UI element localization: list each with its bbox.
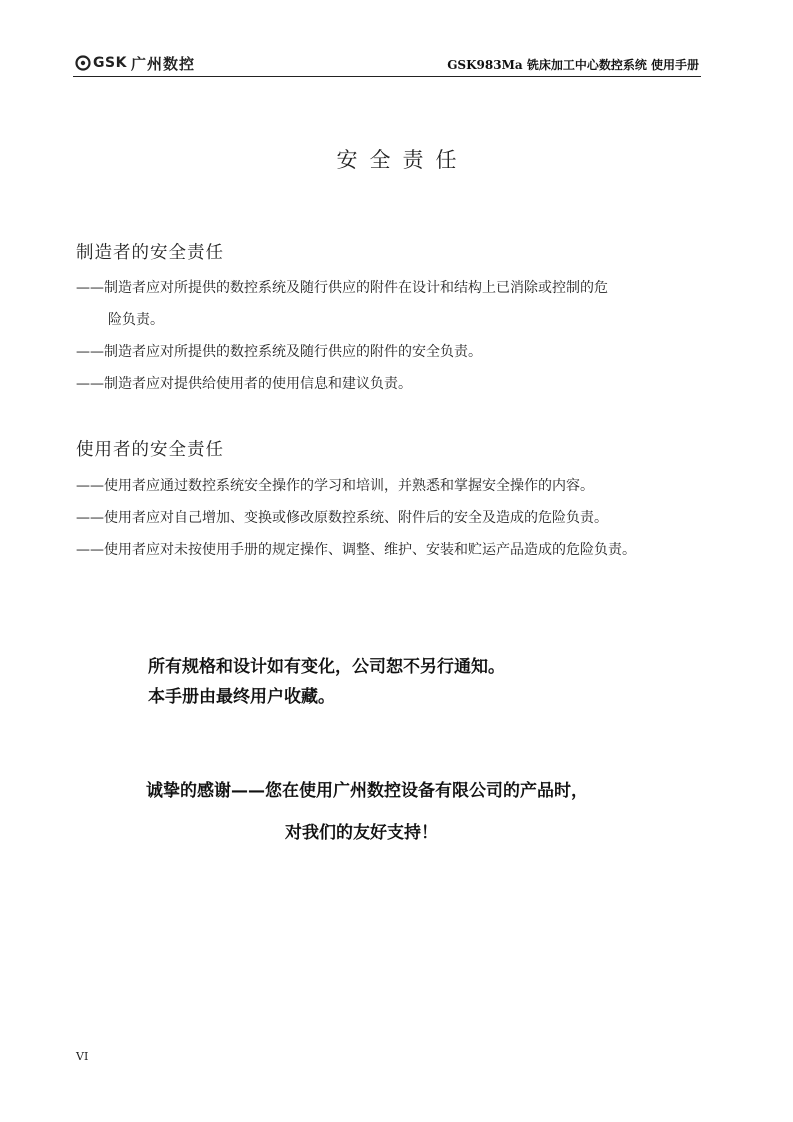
manufacturer-line-3: ——制造者应对提供给使用者的使用信息和建议负责。 (76, 376, 412, 392)
logo-text: GSK (93, 55, 127, 71)
thanks-line-2: 对我们的友好支持！ (285, 823, 438, 843)
logo-cn-text: 广州数控 (130, 54, 195, 73)
manufacturer-line-1-cont: 险负责。 (108, 312, 164, 328)
user-line-1: ——使用者应通过数控系统安全操作的学习和培训，并熟悉和掌握安全操作的内容。 (76, 478, 594, 494)
user-line-3: ——使用者应对未按使用手册的规定操作、调整、维护、安装和贮运产品造成的危险负责。 (76, 542, 636, 558)
user-heading: 使用者的安全责任 (76, 440, 224, 460)
user-line-2: ——使用者应对自己增加、变换或修改原数控系统、附件后的安全及造成的危险负责。 (76, 510, 608, 526)
manual-title: GSK983Ma 铣床加工中心数控系统 使用手册 (447, 58, 699, 72)
thanks-line-1: 诚挚的感谢——您在使用广州数控设备有限公司的产品时， (146, 781, 588, 801)
notice-keep-manual: 本手册由最终用户收藏。 (148, 687, 335, 707)
gsk-logo (75, 54, 195, 72)
manufacturer-line-1: ——制造者应对所提供的数控系统及随行供应的附件在设计和结构上已消除或控制的危 (76, 280, 608, 296)
manufacturer-line-2: ——制造者应对所提供的数控系统及随行供应的附件的安全负责。 (76, 344, 482, 360)
page-number: VI (76, 1050, 89, 1063)
manufacturer-heading: 制造者的安全责任 (76, 243, 224, 263)
page-header (73, 52, 701, 77)
gsk-logo-icon (75, 55, 91, 71)
page-title: 安全责任 (336, 148, 469, 172)
notice-spec-change: 所有规格和设计如有变化，公司恕不另行通知。 (148, 657, 505, 677)
